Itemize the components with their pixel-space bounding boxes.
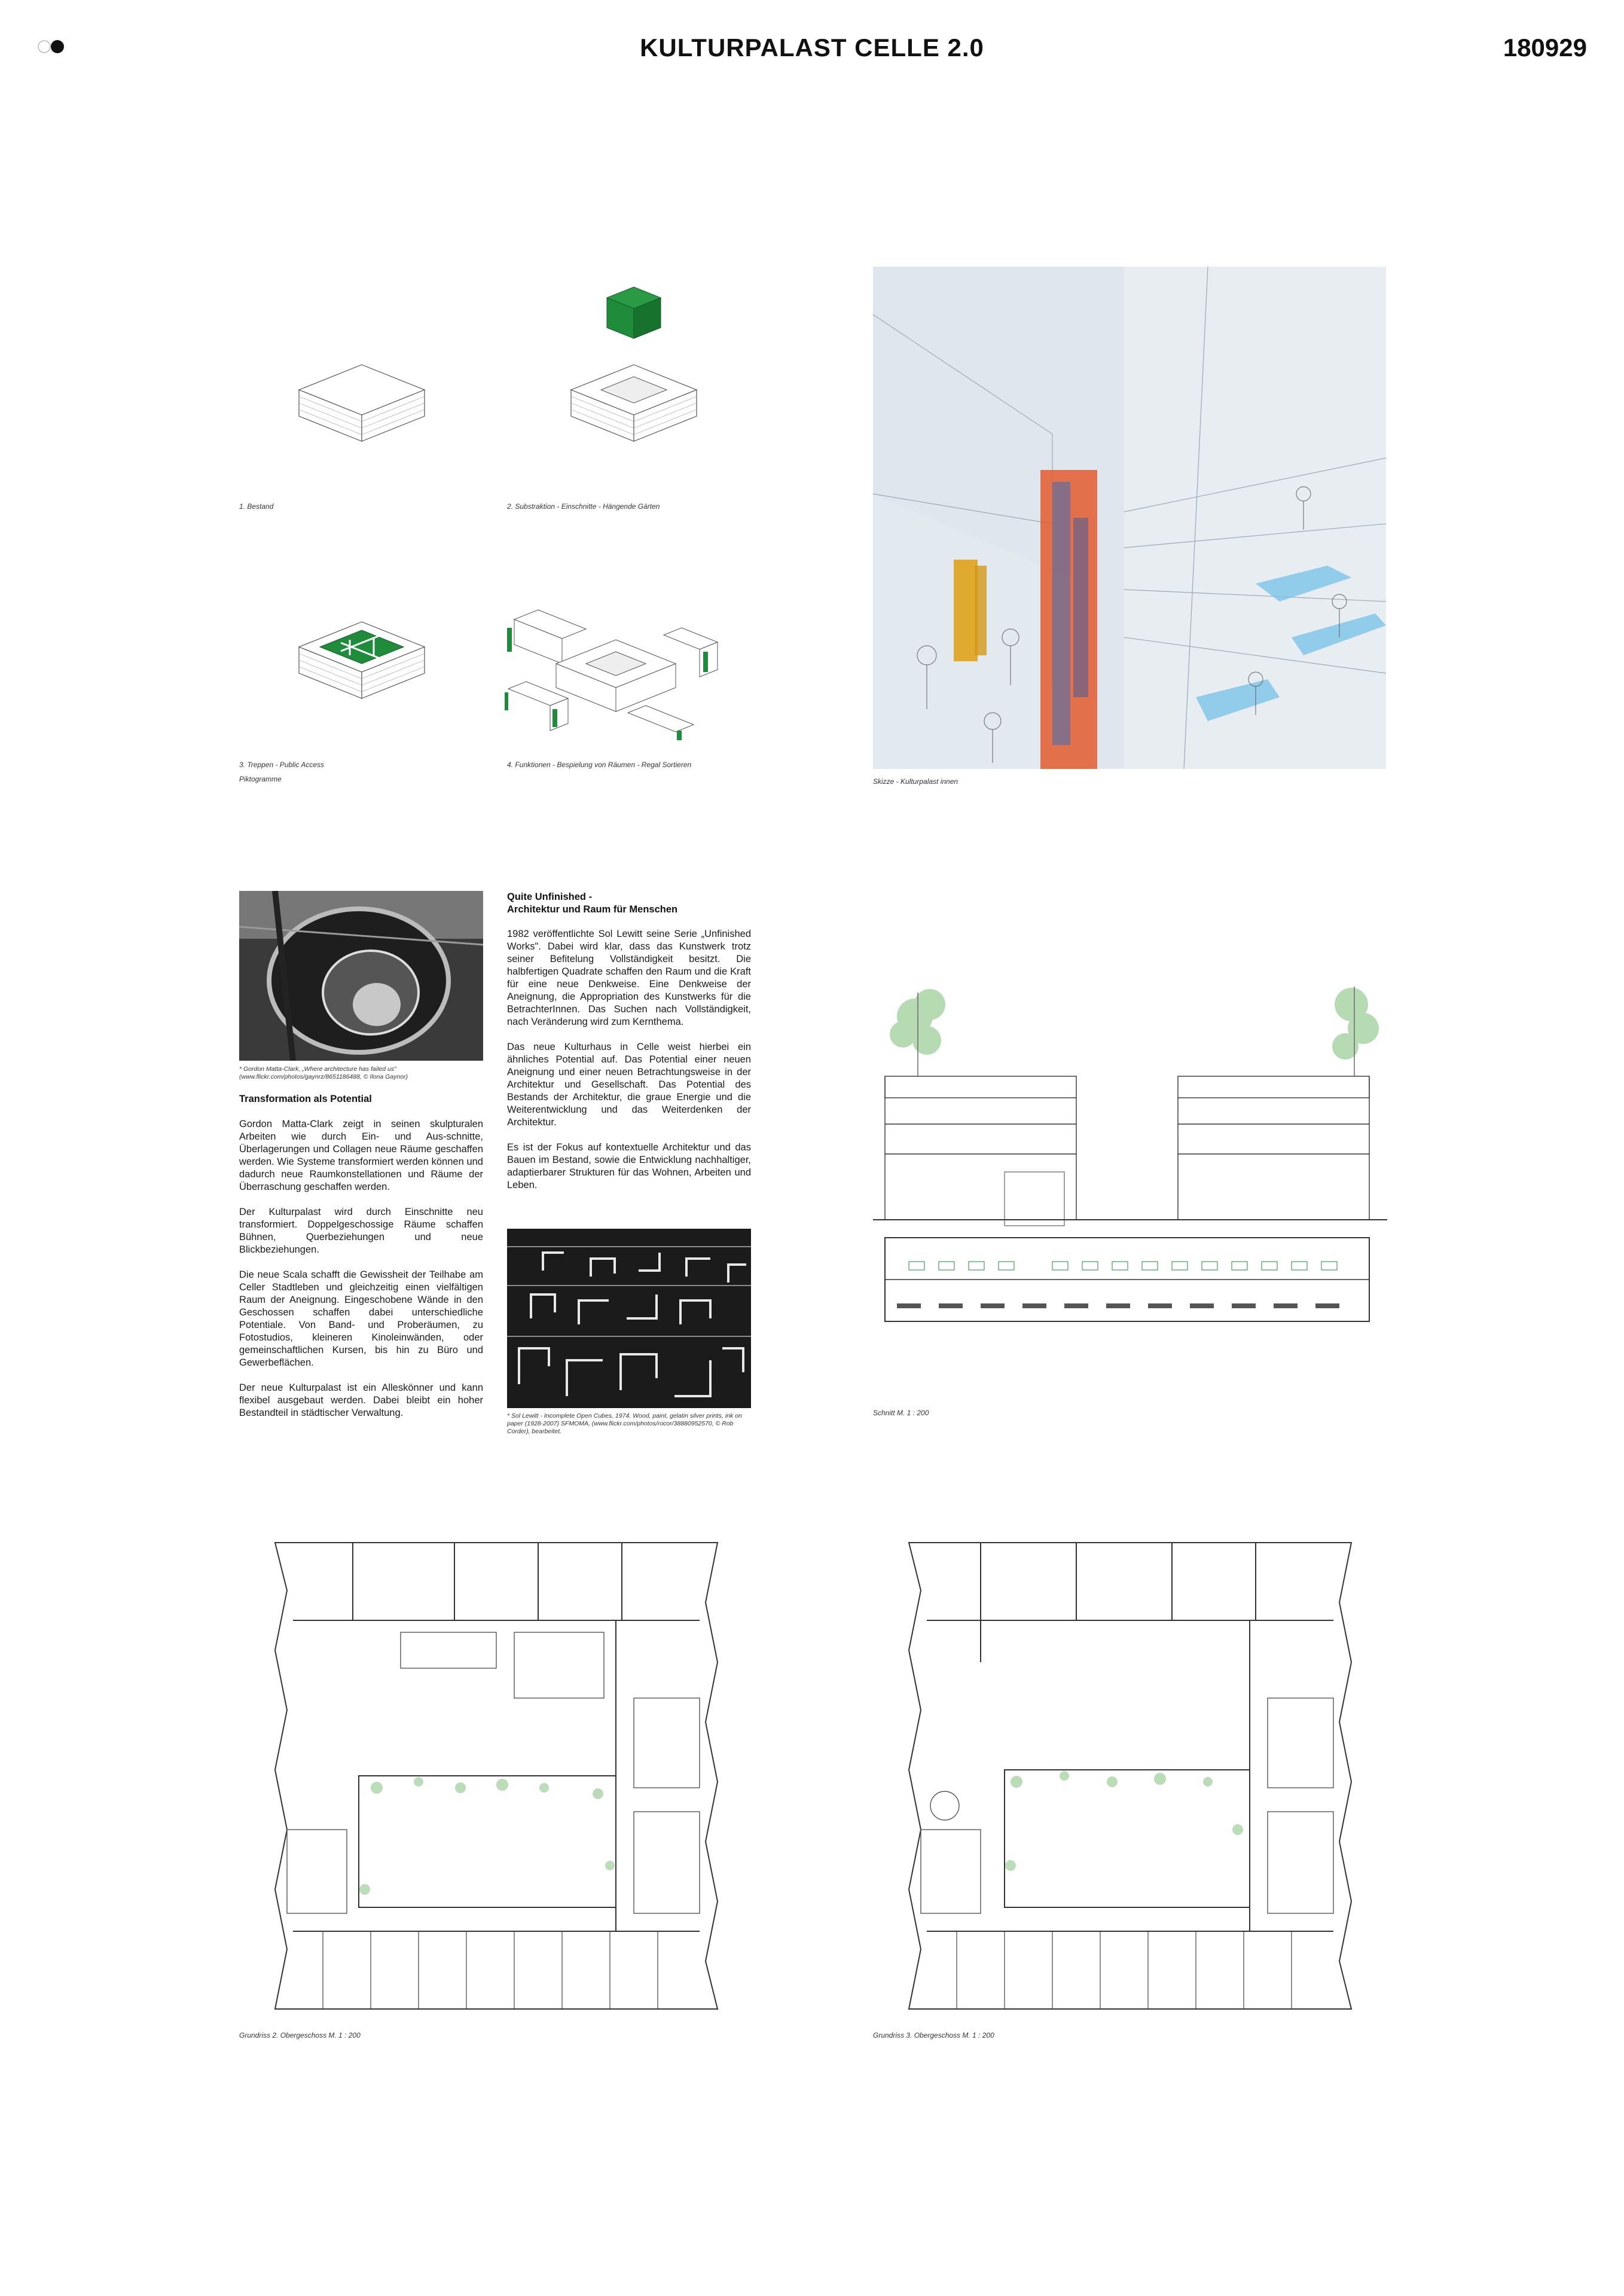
floor-plan-2og (263, 1531, 729, 2021)
plan-caption-right: Grundriss 3. Obergeschoss M. 1 : 200 (873, 2031, 994, 2039)
diagram-caption-2: 2. Substraktion - Einschnitte - Hängende Gärten (507, 502, 660, 511)
diagram-caption-3: 3. Treppen - Public Access (239, 761, 325, 769)
right-heading-line2: Architektur und Raum für Menschen (507, 904, 678, 915)
right-paragraph: Es ist der Fokus auf kontextuelle Architektur und das Bauen im Bestand, sowie die Entwicklung nachhaltiger, adaptierbarer Strukturen für das Wohnen, Arbeiten und Leben. (507, 1142, 751, 1190)
photo2-caption: * Sol Lewitt - Incomplete Open Cubes, 1974. Wood, paint, gelatin silver prints, ink on paper (1928-2007) SFMOMA, (www.flickr.com/photos/rocor/38880952570, © Rob Corder), bearbeitet. (507, 1412, 742, 1435)
right-heading-line1: Quite Unfinished - (507, 891, 593, 902)
sketch-caption: Skizze - Kulturpalast innen (873, 777, 958, 786)
floor-plan-3og (897, 1531, 1363, 2021)
right-paragraph: Das neue Kulturhaus in Celle weist hierbei ein ähnliches Potential auf. Das Potential einer neuen Aneignung und einer neuen Betrachtungsweise in der Architektur und Gesellschaft. Das Potential des Bestands der Architektur, die graue Energie und die Weiterentwicklung und das Weiterdenken der Architektur. (507, 1042, 751, 1128)
diagram-substraktion (565, 281, 703, 448)
section-caption: Schnitt M. 1 : 200 (873, 1409, 929, 1417)
diagram-caption-4: 4. Funktionen - Bespielung von Räumen - Regal Sortieren (507, 761, 692, 769)
diagram-bestand (293, 359, 431, 448)
left-heading: Transformation als Potential (239, 1094, 372, 1104)
plan-caption-left: Grundriss 2. Obergeschoss M. 1 : 200 (239, 2031, 361, 2039)
project-number: 180929 (1503, 33, 1587, 62)
right-text-body (507, 928, 751, 1204)
sketch-kulturpalast-innen (873, 267, 1386, 769)
left-paragraph: Die neue Scala schafft die Gewissheit der Teilhabe am Celler Stadtleben und gleichzeitig einen vielfältigen Raum der Aneignung. Eingeschobene Wände in den Geschossen schaffen dabei unterschiedliche Potentiale. Von Band- und Proberäumen, zu Fotostudios, kleineren Kinoleinwänden, oder gemeinschaftlichen Kursen, bis hin zu Büro und Gewerbeflächen. (239, 1269, 483, 1368)
diagram-caption-1: 1. Bestand (239, 502, 274, 511)
diagram-group-caption: Piktogramme (239, 775, 282, 783)
right-heading (507, 891, 751, 916)
photo1-caption: * Gordon Matta-Clark, „Where architecture has failed us" (www.flickr.com/photos/gaynrz/8651186488, © Ilona Gaynor) (239, 1065, 408, 1080)
diagram-treppen (293, 616, 431, 706)
left-paragraph: Gordon Matta-Clark zeigt in seinen skulpturalen Arbeiten wie durch Ein- und Aus-schnitte, Überlagerungen und Collagen neue Räume geschaffen werden. Wie Systeme transformiert werden können und dadurch neue Raumkonstellationen und Räume der Überraschung geschaffen werden. (239, 1119, 483, 1192)
left-text-body (239, 1118, 483, 1432)
right-paragraph: 1982 veröffentlichte Sol Lewitt seine Serie „Unfinished Works". Dabei wird klar, dass das Kunstwerk trotz seiner Befitelung Vollständigkeit besitzt. Die halbfertigen Quadrate schaffen den Raum und die Kraft für eine neue Denkweise. Eine Denkweise der Aneignung, die Appropriation des Kunstwerks für die BetrachterInnen. Das Suchen nach Vollständigkeit, nach Veränderung wird zum Kernthema. (507, 929, 751, 1027)
section-drawing (873, 969, 1387, 1339)
photo-matta-clark (239, 891, 483, 1061)
page-title: KULTURPALAST CELLE 2.0 (640, 33, 984, 62)
photo-sol-lewitt (507, 1229, 751, 1408)
diagram-funktionen (502, 604, 729, 741)
left-paragraph: Der neue Kulturpalast ist ein Alleskönner und kann flexibel ausgebaut werden. Dabei bleibt ein hoher Bestandteil in städtischer Verwaltung. (239, 1382, 483, 1418)
left-paragraph: Der Kulturpalast wird durch Einschnitte neu transformiert. Doppelgeschossige Räume schaffen Bühnen, Querbeziehungen und neue Blickbeziehungen. (239, 1207, 483, 1255)
